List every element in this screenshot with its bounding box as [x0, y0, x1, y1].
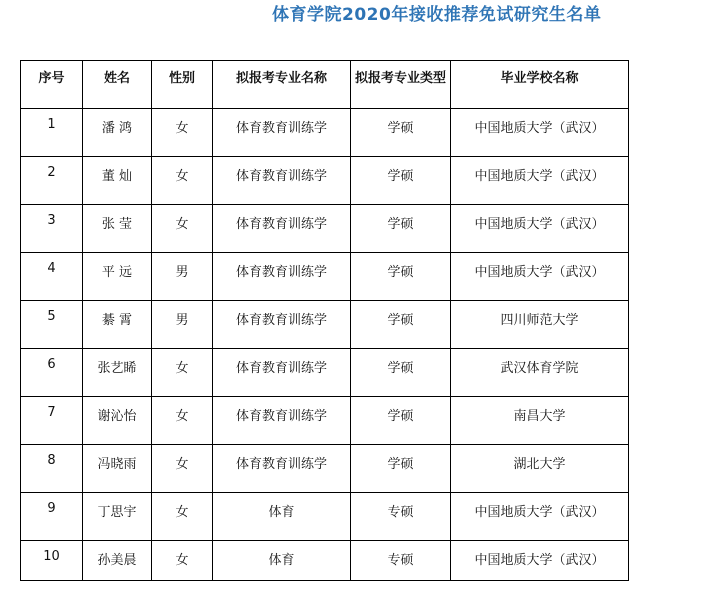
header-serial-number: 序号: [21, 61, 83, 109]
cell-graduate-school: 中国地质大学（武汉）: [451, 541, 629, 581]
table-row: [21, 157, 629, 205]
cell-gender: 女: [152, 493, 213, 541]
cell-major-type: 学硕: [351, 205, 451, 253]
cell-gender: 男: [152, 253, 213, 301]
table-row: [21, 349, 629, 397]
header-major-name: 拟报考专业名称: [213, 61, 351, 109]
header-major-type: 拟报考专业类型: [351, 61, 451, 109]
cell-gender: 女: [152, 349, 213, 397]
table-row: [21, 397, 629, 445]
cell-major-type: 学硕: [351, 301, 451, 349]
cell-name: 潘 鸿: [83, 109, 152, 157]
cell-serial-number: 5: [21, 301, 83, 349]
cell-name: 丁思宇: [83, 493, 152, 541]
cell-serial-number: 8: [21, 445, 83, 493]
cell-major-name: 体育教育训练学: [213, 157, 351, 205]
cell-graduate-school: 中国地质大学（武汉）: [451, 109, 629, 157]
page-title: 体育学院2020年接收推荐免试研究生名单: [272, 5, 602, 25]
cell-gender: 男: [152, 301, 213, 349]
cell-major-type: 学硕: [351, 445, 451, 493]
cell-major-type: 学硕: [351, 157, 451, 205]
cell-graduate-school: 中国地质大学（武汉）: [451, 205, 629, 253]
cell-gender: 女: [152, 541, 213, 581]
cell-gender: 女: [152, 157, 213, 205]
table-row: [21, 205, 629, 253]
cell-graduate-school: 中国地质大学（武汉）: [451, 157, 629, 205]
cell-major-name: 体育教育训练学: [213, 301, 351, 349]
cell-name: 冯晓雨: [83, 445, 152, 493]
cell-major-type: 学硕: [351, 349, 451, 397]
cell-major-name: 体育: [213, 541, 351, 581]
cell-gender: 女: [152, 397, 213, 445]
cell-major-name: 体育教育训练学: [213, 445, 351, 493]
cell-name: 董 灿: [83, 157, 152, 205]
cell-graduate-school: 南昌大学: [451, 397, 629, 445]
cell-serial-number: 4: [21, 253, 83, 301]
cell-serial-number: 9: [21, 493, 83, 541]
cell-name: 孙美晨: [83, 541, 152, 581]
cell-gender: 女: [152, 205, 213, 253]
admission-list-table: [20, 60, 629, 581]
cell-major-type: 专硕: [351, 493, 451, 541]
cell-graduate-school: 武汉体育学院: [451, 349, 629, 397]
cell-serial-number: 10: [21, 541, 83, 581]
cell-major-type: 学硕: [351, 397, 451, 445]
cell-major-type: 专硕: [351, 541, 451, 581]
table-row: [21, 253, 629, 301]
header-name: 姓名: [83, 61, 152, 109]
cell-serial-number: 7: [21, 397, 83, 445]
cell-name: 谢沁怡: [83, 397, 152, 445]
cell-major-name: 体育教育训练学: [213, 397, 351, 445]
cell-graduate-school: 中国地质大学（武汉）: [451, 253, 629, 301]
cell-major-name: 体育教育训练学: [213, 253, 351, 301]
cell-serial-number: 1: [21, 109, 83, 157]
cell-name: 綦 霄: [83, 301, 152, 349]
cell-major-name: 体育: [213, 493, 351, 541]
cell-serial-number: 2: [21, 157, 83, 205]
table-row: [21, 541, 629, 581]
cell-name: 平 远: [83, 253, 152, 301]
cell-graduate-school: 湖北大学: [451, 445, 629, 493]
cell-graduate-school: 中国地质大学（武汉）: [451, 493, 629, 541]
table-row: [21, 301, 629, 349]
cell-major-type: 学硕: [351, 253, 451, 301]
table-header-row: [21, 61, 629, 109]
cell-name: 张 莹: [83, 205, 152, 253]
cell-gender: 女: [152, 109, 213, 157]
table-row: [21, 445, 629, 493]
cell-name: 张艺睎: [83, 349, 152, 397]
cell-serial-number: 3: [21, 205, 83, 253]
cell-gender: 女: [152, 445, 213, 493]
cell-major-name: 体育教育训练学: [213, 349, 351, 397]
header-graduate-school: 毕业学校名称: [451, 61, 629, 109]
cell-major-name: 体育教育训练学: [213, 109, 351, 157]
table-row: [21, 109, 629, 157]
cell-serial-number: 6: [21, 349, 83, 397]
header-gender: 性别: [152, 61, 213, 109]
cell-graduate-school: 四川师范大学: [451, 301, 629, 349]
cell-major-type: 学硕: [351, 109, 451, 157]
cell-major-name: 体育教育训练学: [213, 205, 351, 253]
table-row: [21, 493, 629, 541]
